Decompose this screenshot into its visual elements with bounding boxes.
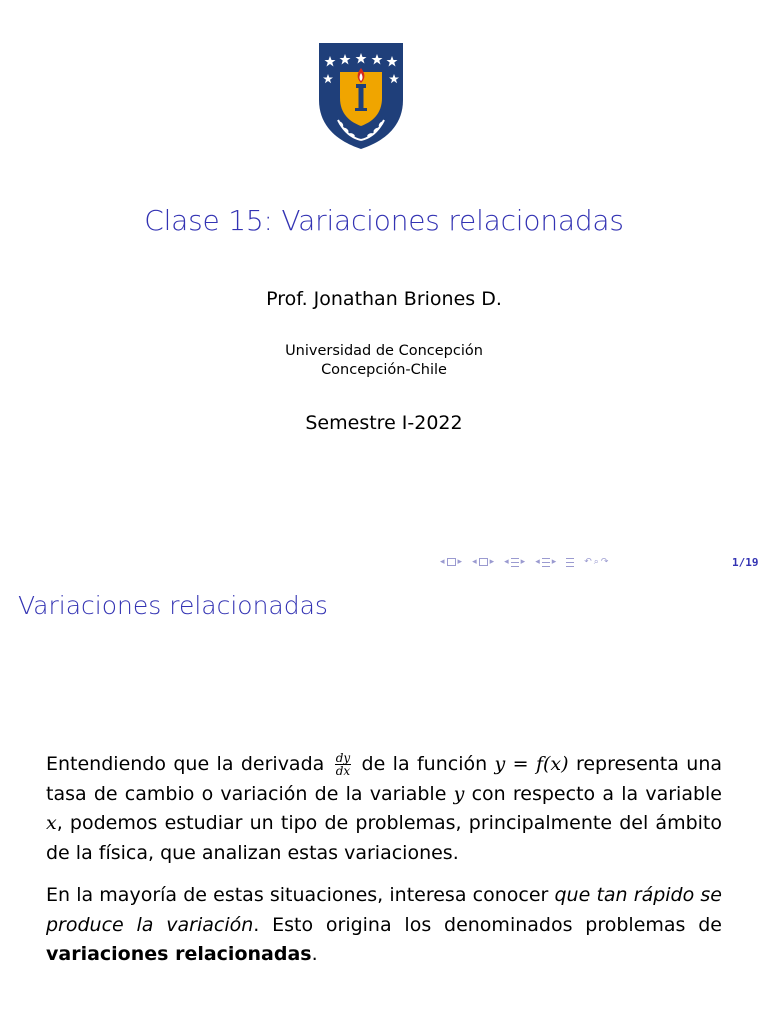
author: Prof. Jonathan Briones D.	[266, 288, 502, 310]
arrow-left-icon[interactable]: ◂	[535, 557, 540, 567]
document-icon[interactable]	[542, 558, 550, 567]
text-run: .	[311, 943, 318, 965]
math-function: y = f(x)	[494, 753, 569, 775]
content-slide	[0, 577, 768, 1024]
presentation-title: Clase 15: Variaciones relacionadas	[144, 204, 624, 237]
arrow-left-icon[interactable]: ◂	[472, 557, 477, 567]
arrow-right-icon[interactable]: ▸	[457, 557, 463, 567]
nav-section[interactable]	[504, 557, 525, 567]
text-run: . Esto origina los denominados problemas de	[253, 913, 722, 936]
nav-search[interactable]	[584, 557, 608, 567]
nav-frame[interactable]	[440, 557, 462, 567]
math-variable-y: y	[453, 782, 465, 805]
bold-term: variaciones relacionadas	[46, 943, 312, 965]
section-icon[interactable]	[511, 558, 519, 567]
text-run: con respecto a la variable	[471, 782, 722, 805]
frame-icon[interactable]	[447, 558, 456, 566]
date: Semestre I-2022	[305, 412, 463, 434]
fraction-numerator: dy	[335, 751, 351, 765]
paragraph-related-rates	[46, 881, 722, 970]
university-coat-of-arms-icon	[318, 42, 404, 150]
subsection-icon[interactable]	[479, 558, 488, 566]
text-run: de la función	[361, 753, 488, 775]
search-icon[interactable]: ⌕	[593, 557, 599, 567]
arrow-left-icon[interactable]: ◂	[440, 557, 445, 567]
nav-outline[interactable]	[566, 558, 574, 567]
text-run: En la mayoría de estas situaciones, interesa conocer	[46, 884, 549, 906]
nav-subsection[interactable]	[472, 557, 494, 567]
text-run: , podemos estudiar un tipo de problemas, principalmente del ámbito de la física, que analizan estas variaciones.	[46, 812, 722, 864]
institute	[0, 342, 768, 380]
forward-icon[interactable]: ↷	[600, 557, 609, 567]
institute-location: Concepción-Chile	[321, 362, 447, 378]
text-run: representa una tasa de cambio o variación de la variable	[46, 753, 722, 805]
page-number: 1/19	[732, 556, 759, 569]
arrow-right-icon[interactable]: ▸	[520, 557, 526, 567]
nav-document[interactable]	[535, 557, 556, 567]
institute-name: Universidad de Concepción	[285, 343, 483, 359]
beamer-navigation-bar	[440, 554, 608, 570]
math-variable-x: x	[46, 812, 57, 834]
arrow-right-icon[interactable]: ▸	[489, 557, 495, 567]
paragraph-derivative	[46, 750, 722, 868]
text-run: Entendiendo que la derivada	[46, 753, 325, 775]
emphasis-text: que tan rápido se produce la variación	[46, 884, 722, 936]
arrow-right-icon[interactable]: ▸	[551, 557, 557, 567]
frame-title: Variaciones relacionadas	[18, 591, 328, 620]
derivative-fraction	[335, 752, 351, 777]
outline-icon[interactable]	[566, 558, 574, 567]
fraction-denominator: dx	[335, 764, 351, 778]
arrow-left-icon[interactable]: ◂	[504, 557, 509, 567]
back-icon[interactable]: ↶	[584, 557, 592, 567]
